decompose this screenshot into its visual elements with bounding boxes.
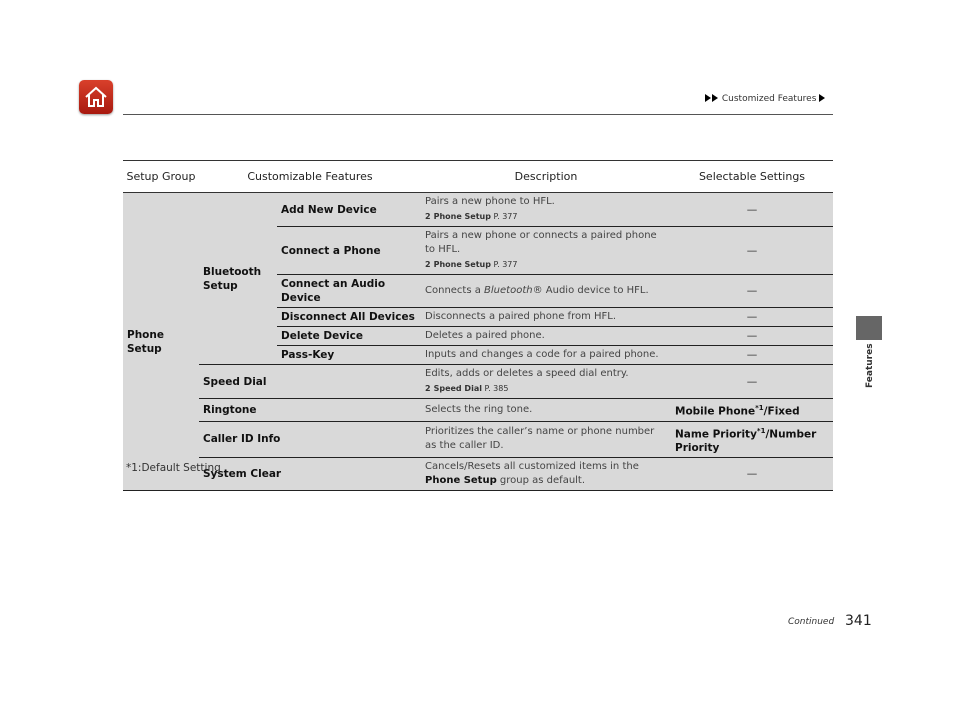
feature-setting: — [671,458,833,491]
table-row [123,365,833,399]
table-row [123,458,833,491]
feature-description: Pairs a new phone or connects a paired phone to HFL. 2 Phone Setup P. 377 [421,227,671,275]
feature-description: Cancels/Resets all customized items in the Phone Setup group as default. [421,458,671,491]
subgroup-bluetooth-setup: Bluetooth Setup [199,193,277,365]
feature-name: System Clear [199,458,421,491]
breadcrumb[interactable] [705,94,826,104]
cross-reference[interactable]: 2 Phone Setup P. 377 [425,260,518,269]
group-phone-setup: Phone Setup [123,193,199,491]
feature-setting: — [671,365,833,399]
feature-setting: — [671,327,833,346]
page-number: 341 [845,613,872,629]
feature-name: Disconnect All Devices [277,308,421,327]
continued-label: Continued [788,617,835,627]
feature-name: Pass-Key [277,346,421,365]
home-icon[interactable] [79,80,113,114]
feature-name: Add New Device [277,193,421,227]
feature-setting: Mobile Phone$^{*1}$/Fixed [671,399,833,422]
feature-description: Inputs and changes a code for a paired phone. [421,346,671,365]
feature-description: Connects a Bluetooth® Audio device to HFL. [421,275,671,308]
table-row [123,421,833,458]
feature-description: Disconnects a paired phone from HFL. [421,308,671,327]
cross-reference[interactable]: 2 Speed Dial P. 385 [425,384,509,393]
header-rule [123,114,833,115]
table-row [123,193,833,227]
footnote: *1:Default Setting [126,462,221,474]
settings-table [123,160,833,491]
feature-name: Connect a Phone [277,227,421,275]
feature-description: Selects the ring tone. [421,399,671,422]
feature-setting: Name Priority$^{*1}$/Number Priority [671,421,833,458]
breadcrumb-arrow-icon [712,94,718,102]
table-row [123,399,833,422]
breadcrumb-arrow-icon [819,94,825,102]
feature-description: Deletes a paired phone. [421,327,671,346]
section-tab-label: Features [865,343,875,388]
section-tab[interactable] [856,316,882,340]
feature-name: Delete Device [277,327,421,346]
col-customizable-features: Customizable Features [199,161,421,193]
feature-name: Ringtone [199,399,421,422]
table-header-row [123,161,833,193]
feature-description: Prioritizes the caller’s name or phone number as the caller ID. [421,421,671,458]
house-glyph [84,85,108,109]
col-description: Description [421,161,671,193]
feature-name: Connect an Audio Device [277,275,421,308]
feature-setting: — [671,308,833,327]
cross-reference[interactable]: 2 Phone Setup P. 377 [425,212,518,221]
col-setup-group: Setup Group [123,161,199,193]
feature-setting: — [671,275,833,308]
breadcrumb-arrow-icon [705,94,711,102]
feature-name: Caller ID Info [199,421,421,458]
feature-description: Pairs a new phone to HFL. 2 Phone Setup P. 377 [421,193,671,227]
feature-setting: — [671,346,833,365]
feature-description: Edits, adds or deletes a speed dial entry. 2 Speed Dial P. 385 [421,365,671,399]
col-selectable-settings: Selectable Settings [671,161,833,193]
feature-setting: — [671,227,833,275]
breadcrumb-label: Customized Features [721,94,817,104]
feature-name: Speed Dial [199,365,421,399]
feature-setting: — [671,193,833,227]
